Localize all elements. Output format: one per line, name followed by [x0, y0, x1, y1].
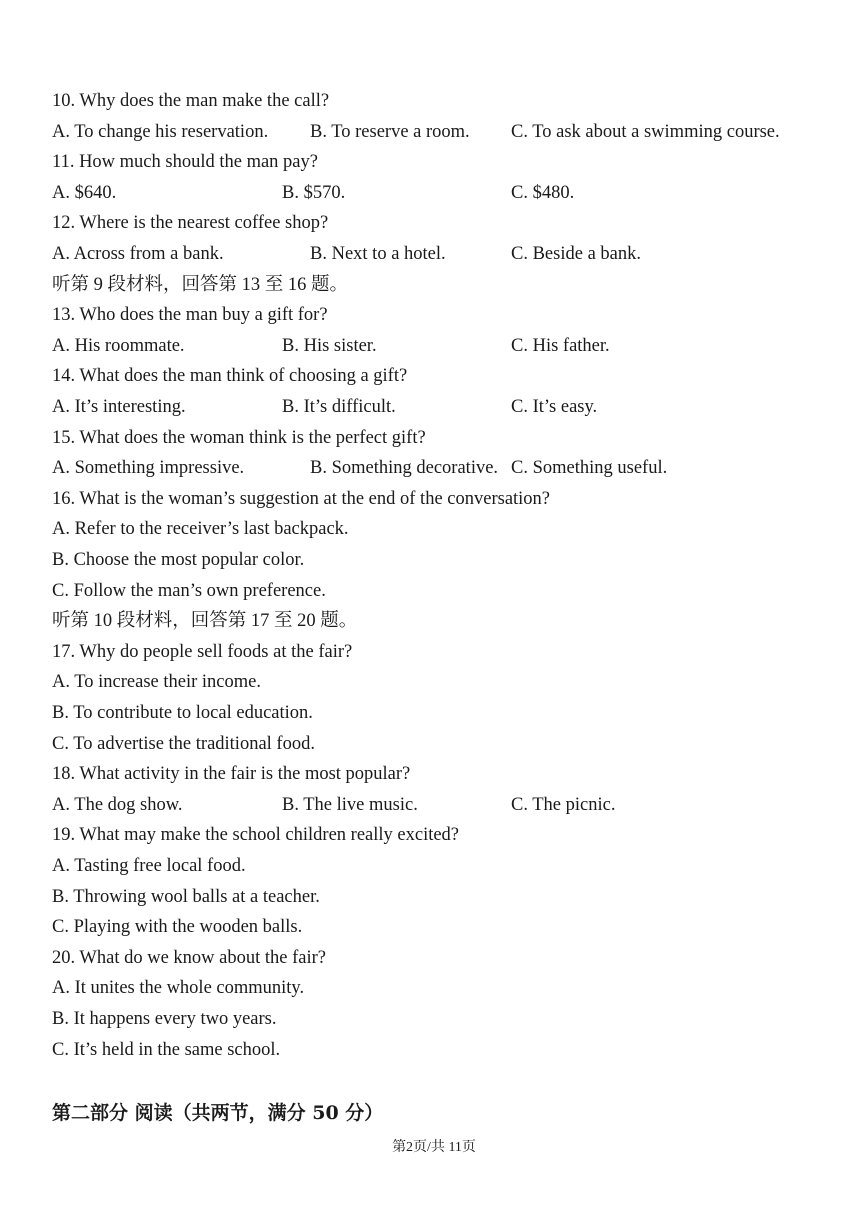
question-text: 15. What does the woman think is the perfect gift? [52, 427, 426, 448]
option-line: C. It’s held in the same school. [52, 1039, 281, 1060]
question-text: 18. What activity in the fair is the most popular? [52, 764, 411, 785]
option-c: C. The picnic. [511, 794, 616, 815]
option-a: A. Across from a bank. [52, 244, 224, 264]
option-b: B. It’s difficult. [282, 397, 396, 417]
options-row [52, 790, 848, 820]
option-line: C. Playing with the wooden balls. [52, 917, 303, 938]
options-row [52, 392, 848, 422]
option-line: B. It happens every two years. [52, 1009, 277, 1029]
option-line: B. Throwing wool balls at a teacher. [52, 886, 320, 907]
question-text: 17. Why do people sell foods at the fair? [52, 641, 353, 662]
instruction-text: 听第 9 段材料，回答第 13 至 16 题。 [52, 274, 349, 295]
question-text: 14. What does the man think of choosing a gift? [52, 366, 408, 387]
option-b: B. The live music. [282, 794, 418, 815]
option-a: A. To change his reservation. [52, 121, 269, 142]
option-c: C. To ask about a swimming course. [511, 121, 780, 142]
question-text: 19. What may make the school children really excited? [52, 825, 460, 846]
option-a: A. It’s interesting. [52, 397, 186, 417]
option-line: A. To increase their income. [52, 672, 261, 693]
options-row [52, 178, 848, 208]
option-line: C. To advertise the traditional food. [52, 733, 315, 754]
question-text: 11. How much should the man pay? [52, 152, 318, 173]
option-b: B. $570. [282, 182, 346, 203]
option-a: A. Something impressive. [52, 458, 245, 479]
option-c: C. Beside a bank. [511, 244, 641, 264]
option-b: B. His sister. [282, 335, 377, 356]
option-c: C. His father. [511, 335, 610, 356]
option-c: C. $480. [511, 182, 575, 203]
options-row [52, 331, 848, 361]
option-line: B. Choose the most popular color. [52, 550, 305, 570]
option-a: A. The dog show. [52, 794, 183, 815]
question-text: 16. What is the woman’s suggestion at the end of the conversation? [52, 488, 551, 509]
option-line: A. Refer to the receiver’s last backpack. [52, 519, 349, 540]
option-a: A. His roommate. [52, 335, 185, 356]
option-line: B. To contribute to local education. [52, 703, 313, 723]
option-c: C. It’s easy. [511, 397, 598, 417]
option-c: C. Something useful. [511, 458, 668, 479]
option-b: B. Next to a hotel. [310, 244, 446, 264]
question-text: 13. Who does the man buy a gift for? [52, 305, 328, 326]
question-text: 20. What do we know about the fair? [52, 947, 326, 968]
option-line: C. Follow the man’s own preference. [52, 580, 326, 601]
question-text: 10. Why does the man make the call? [52, 91, 330, 111]
option-line: A. Tasting free local food. [52, 856, 246, 876]
option-a: A. $640. [52, 182, 117, 203]
section-heading: 第二部分 阅读（共两节，满分 50 分） [52, 1102, 384, 1124]
option-line: A. It unites the whole community. [52, 978, 305, 999]
page-footer: 第2页/共 11页 [392, 1140, 476, 1155]
question-text: 12. Where is the nearest coffee shop? [52, 213, 329, 234]
options-row [52, 239, 848, 269]
instruction-text: 听第 10 段材料，回答第 17 至 20 题。 [52, 611, 358, 632]
option-b: B. Something decorative. [310, 458, 499, 479]
option-b: B. To reserve a room. [310, 121, 470, 142]
options-row [52, 117, 848, 147]
options-row [52, 453, 848, 483]
